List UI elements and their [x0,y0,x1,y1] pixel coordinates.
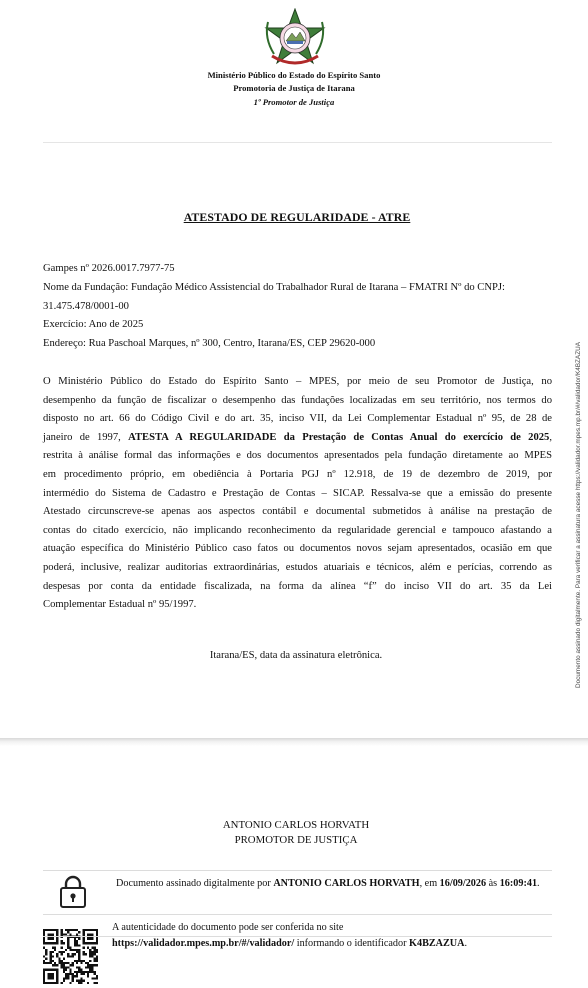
signature-time: 16:09:41 [499,878,538,889]
page-break [0,738,588,746]
body-line-end: , [549,431,552,443]
body-line: intermédio do Sistema de Cadastro e Prestação de Contas – SICAP. Ressalva-se que a emissão do presente [43,487,552,499]
body-line: Atestado circunscreve-se apenas aos aspectos contábil e documental submetidos à análise na prestação de [43,506,552,518]
signature-statement-end: . [537,878,540,889]
header-divider [43,142,552,143]
signature-statement-mid: , em [419,878,438,889]
body-line: em procedimento próprio, em obediência à Portaria PGJ nº 12.918, de 19 de dezembro de 2019, por [43,468,552,480]
signature-date: 16/09/2026 [439,878,487,889]
padlock-icon [59,874,87,908]
authenticity-mid: informando o identificador [296,938,407,949]
attestation-statement: ATESTA A REGULARIDADE da Prestação de Contas Anual do exercício de 2025 [128,431,550,443]
coat-of-arms-seal-icon [262,8,328,70]
fiscal-year: Exercício: Ano de 2025 [43,319,144,331]
document-title: ATESTADO DE REGULARIDADE - ATRE [183,210,411,224]
body-line: Complementar Estadual nº 95/1997. [43,599,197,611]
document-page-2 [0,746,588,988]
body-line: desempenho da função de fiscalizar o desempenho das fundações localizadas em seu território, nos termos do [43,394,552,406]
signer-role: PROMOTOR DE JUSTIÇA [234,833,358,846]
foundation-cnpj: 31.475.478/0001-00 [43,300,129,312]
signature-statement-start: Documento assinado digitalmente por [116,878,271,889]
gampes-number: Gampes nº 2026.0017.7977-75 [43,263,175,274]
signature-divider [43,914,552,915]
validator-url[interactable]: https://validador.mpes.mp.br/#/validador/ [112,938,295,949]
authenticity-end: . [464,938,468,949]
body-line: poderá, inclusive, realizar auditorias extraordinárias, estudos atuariais e técnicos, além e perícias, correndo as [43,561,552,573]
digital-signature-side-note: Documento assinado digitalmente. Para verificar a assinatura acesse https://validador.mpes.mp.br/#/validador/K4BZAZUA [575,342,582,688]
signature-signer: ANTONIO CARLOS HORVATH [273,878,420,889]
org-name: Ministério Público do Estado do Espírito Santo [207,70,381,80]
body-line: restrita à análise formal das informações e dos documentos apresentados pela fundação diretamente ao MPES [43,450,552,462]
body-line: contas do citado exercício, não implicando reconhecimento da regularidade gerencial e tampouco afastando a [43,524,552,536]
org-unit: Promotoria de Justiça de Itarana [233,83,355,93]
body-line: despesas por conta da entidade fiscalizada, na forma da alínea “f” do inciso VII do art. 35 da Lei [43,580,552,592]
document-identifier: K4BZAZUA [409,938,465,949]
signer-block [0,818,588,847]
body-line: O Ministério Público do Estado do Espírito Santo – MPES, por meio de seu Promotor de Justiça, no [43,376,552,387]
body-line: disposto no art. 66 do Código Civil e do art. 35, inciso VII, da Lei Complementar Estadual nº 95, de 28 de [43,413,552,425]
signer-name: ANTONIO CARLOS HORVATH [222,819,370,831]
body-line [43,429,552,448]
foundation-name: Nome da Fundação: Fundação Médico Assistencial do Trabalhador Rural de Itarana – FMATRI Nº do CNPJ: [43,281,505,293]
foundation-address: Endereço: Rua Paschoal Marques, nº 300, Centro, Itarana/ES, CEP 29620-000 [43,338,376,350]
signature-divider [43,870,552,871]
authenticity-line-1: A autenticidade do documento pode ser conferida no site [112,922,344,933]
org-office: 1º Promotor de Justiça [253,97,335,107]
place-and-date: Itarana/ES, data da assinatura eletrônica. [209,650,383,661]
attestation-body [43,373,552,615]
signature-divider [43,936,552,937]
signature-statement-at: às [488,878,498,889]
signature-statement [116,876,552,892]
body-line-start: janeiro de 1997, [43,431,121,443]
document-info [43,260,553,354]
qr-code-icon [43,929,98,984]
body-line: atuação específica do Ministério Público caso fatos ou documentos novos sejam apresentados, ocasião em que [43,543,552,555]
